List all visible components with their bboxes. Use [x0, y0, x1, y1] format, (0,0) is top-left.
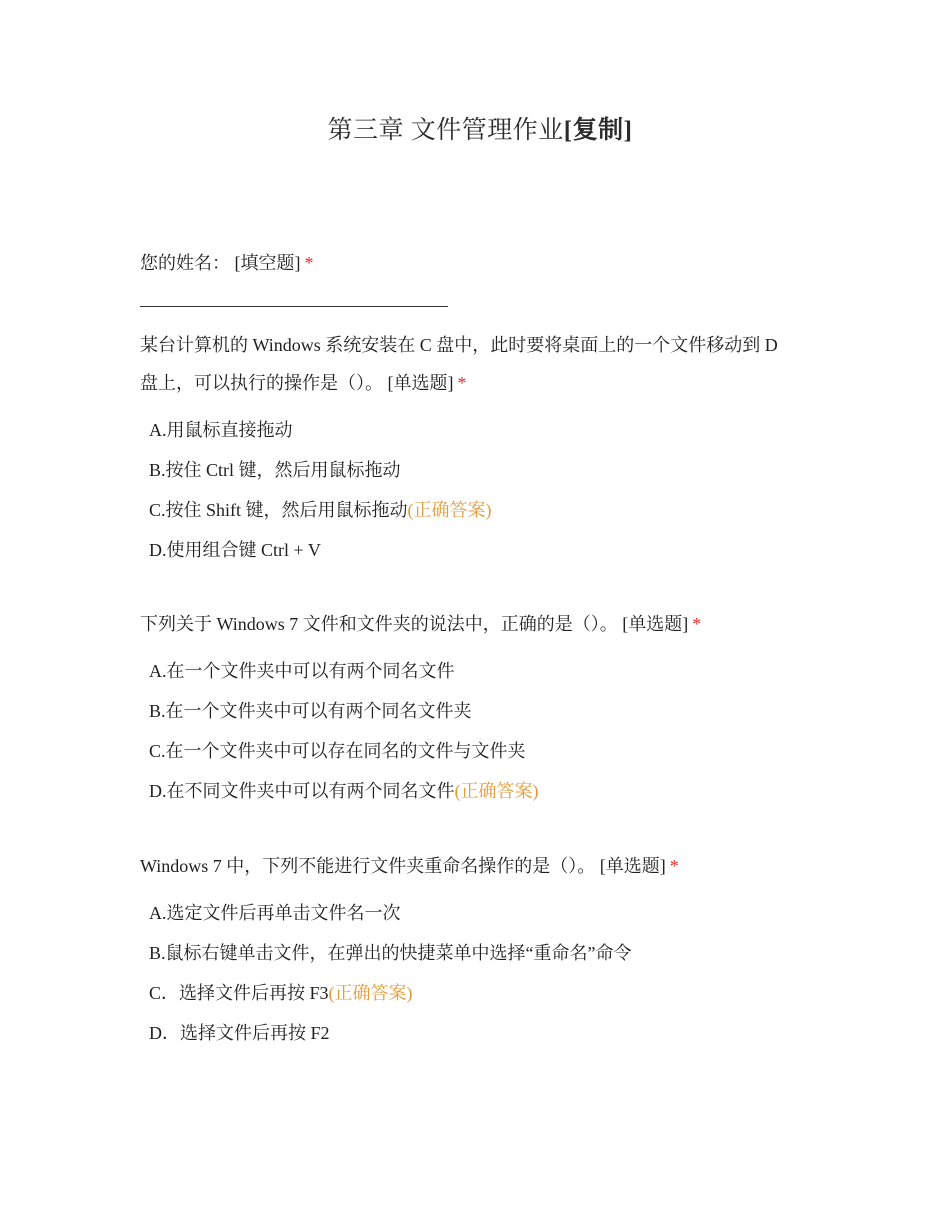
option-label: C.按住 Shift 键，然后用鼠标拖动: [149, 500, 408, 520]
option-a[interactable]: [149, 410, 820, 450]
option-b[interactable]: [149, 450, 820, 490]
title-suffix: [复制]: [563, 117, 633, 144]
option-label: A.选定文件后再单击文件名一次: [149, 903, 401, 923]
required-mark: *: [457, 373, 467, 393]
options-list: [140, 651, 820, 811]
question-text-part: 下列关于 Windows 7 文件和文件夹的说法中，正确的是（）。: [140, 614, 618, 634]
question-2: [140, 605, 820, 811]
question-type-tag: [单选题]: [622, 614, 689, 634]
question-text-part: Windows 7 中，下列不能进行文件夹重命名操作的是（）。: [140, 856, 596, 876]
option-label: B.按住 Ctrl 键，然后用鼠标拖动: [149, 460, 401, 480]
question-3: [140, 847, 820, 1053]
question-type-tag: [单选题]: [599, 856, 666, 876]
options-list: [140, 410, 820, 570]
title-text: 第三章 文件管理作业: [327, 117, 564, 144]
option-d[interactable]: [149, 530, 820, 570]
required-mark: *: [669, 856, 679, 876]
option-label: C．选择文件后再按 F3: [149, 983, 329, 1003]
option-label: D．选择文件后再按 F2: [149, 1023, 330, 1043]
question-1: [140, 326, 820, 570]
correct-answer-tag: (正确答案): [328, 983, 413, 1003]
correct-answer-tag: (正确答案): [407, 500, 492, 520]
question-label: 您的姓名：: [140, 253, 230, 273]
options-list: [140, 893, 820, 1053]
option-c[interactable]: [149, 731, 820, 771]
page-title: [0, 110, 950, 146]
name-question: [140, 244, 820, 282]
option-label: C.在一个文件夹中可以存在同名的文件与文件夹: [149, 741, 526, 761]
option-c[interactable]: [149, 973, 820, 1013]
question-text-part: 盘上，可以执行的操作是（）。: [140, 373, 383, 393]
required-mark: *: [692, 614, 702, 634]
question-type-tag: [填空题]: [234, 253, 301, 273]
option-label: B.鼠标右键单击文件，在弹出的快捷菜单中选择“重命名”命令: [149, 943, 632, 963]
option-a[interactable]: [149, 651, 820, 691]
question-text-line: [140, 364, 820, 402]
option-a[interactable]: [149, 893, 820, 933]
option-c[interactable]: [149, 490, 820, 530]
question-text-line: [140, 847, 820, 885]
option-label: D.使用组合键 Ctrl + V: [149, 540, 321, 560]
question-type-tag: [单选题]: [387, 373, 454, 393]
option-d[interactable]: [149, 771, 820, 811]
question-text-line: [140, 605, 820, 643]
name-answer-field[interactable]: [140, 306, 448, 307]
option-b[interactable]: [149, 691, 820, 731]
option-label: A.用鼠标直接拖动: [149, 420, 293, 440]
option-label: D.在不同文件夹中可以有两个同名文件: [149, 781, 455, 801]
question-text: [140, 244, 820, 282]
correct-answer-tag: (正确答案): [454, 781, 539, 801]
option-b[interactable]: [149, 933, 820, 973]
question-text-line: 某台计算机的 Windows 系统安装在 C 盘中，此时要将桌面上的一个文件移动到 D: [140, 335, 778, 355]
option-d[interactable]: [149, 1013, 820, 1053]
option-label: B.在一个文件夹中可以有两个同名文件夹: [149, 701, 472, 721]
option-label: A.在一个文件夹中可以有两个同名文件: [149, 661, 455, 681]
required-mark: *: [304, 253, 314, 273]
